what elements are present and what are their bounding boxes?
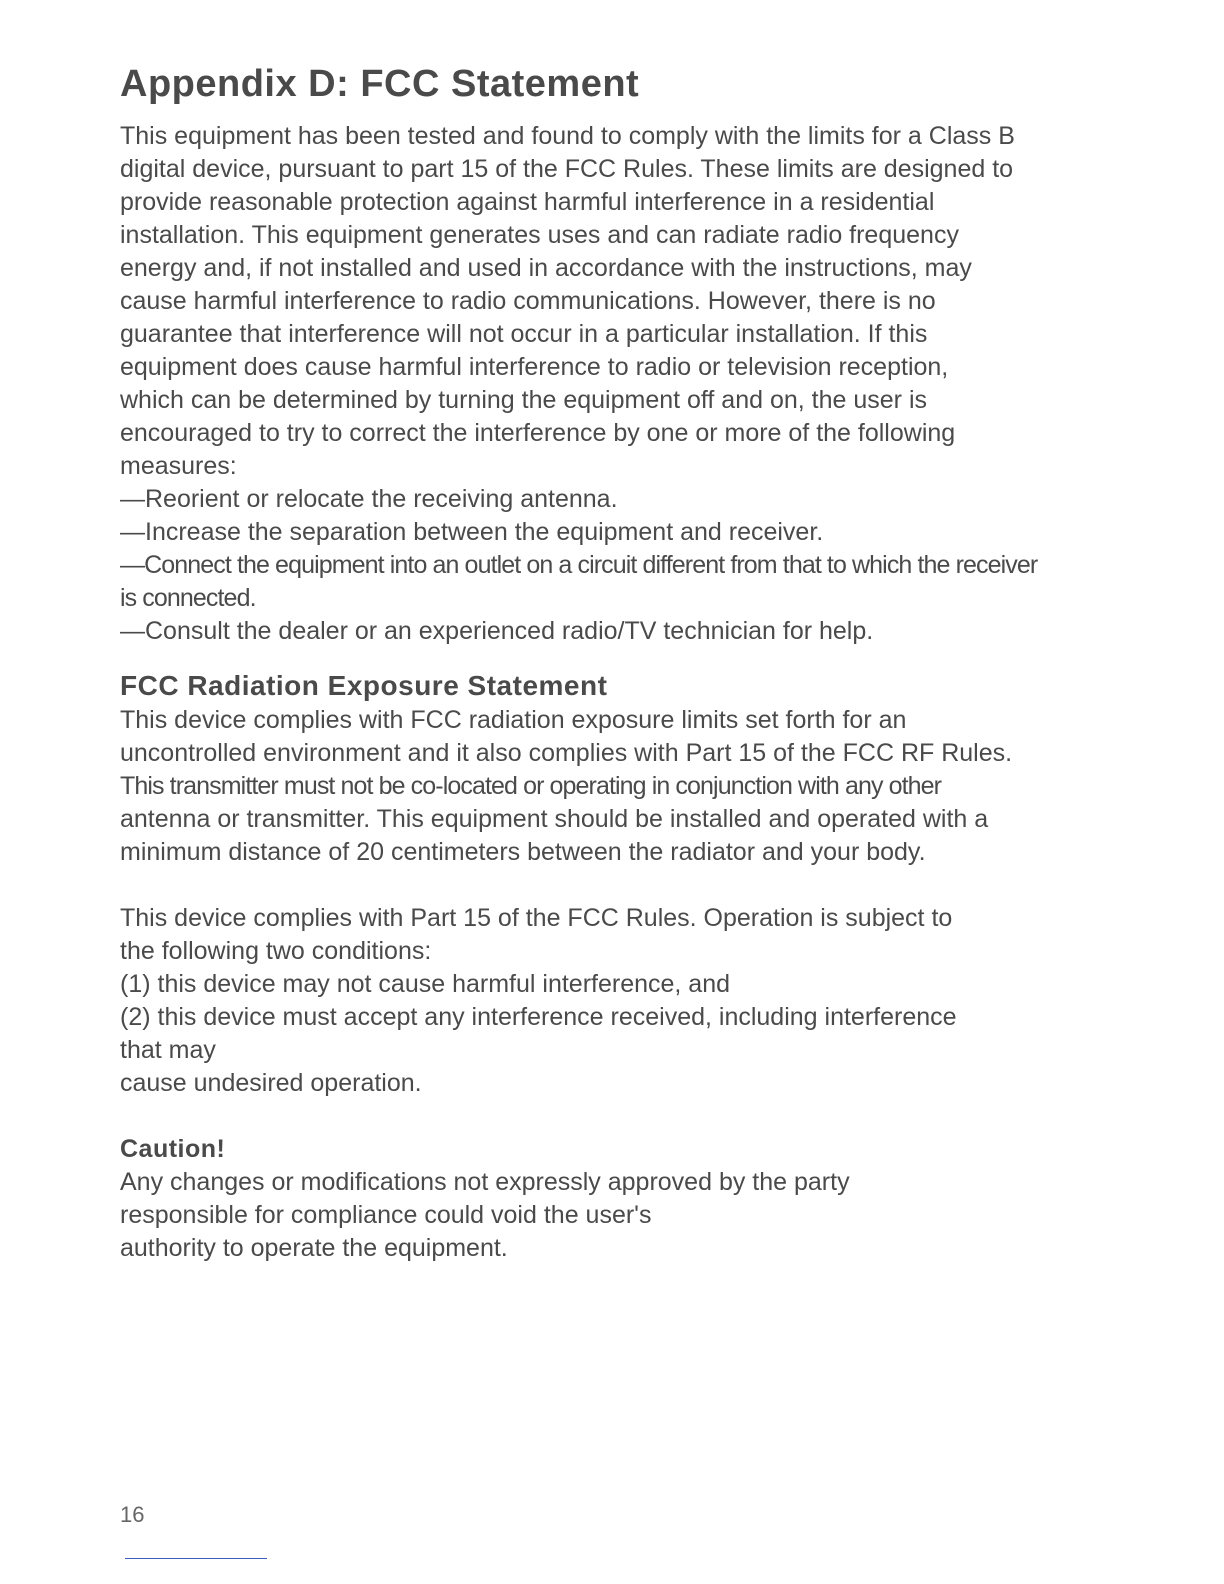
caution-heading: Caution! (120, 1135, 226, 1163)
radiation-line: antenna or transmitter. This equipment should be installed and operated with a (120, 805, 989, 833)
intro-line: digital device, pursuant to part 15 of the FCC Rules. These limits are designed to (120, 155, 1014, 183)
document-page (120, 58, 1110, 1265)
radiation-heading: FCC Radiation Exposure Statement (120, 670, 608, 701)
radiation-line: This device complies with FCC radiation exposure limits set forth for an (120, 706, 907, 734)
part15-paragraph (120, 902, 1110, 1100)
radiation-line: uncontrolled environment and it also complies with Part 15 of the FCC RF Rules. (120, 739, 1013, 767)
intro-line: cause harmful interference to radio communications. However, there is no (120, 287, 936, 315)
measures-list (120, 483, 1110, 648)
part15-line: the following two conditions: (120, 937, 432, 965)
caution-line: Any changes or modifications not expressly approved by the party (120, 1168, 850, 1196)
footer-rule (125, 1558, 267, 1559)
measure-item: is connected. (120, 584, 256, 612)
part15-line: (1) this device may not cause harmful interference, and (120, 970, 731, 998)
page-title: Appendix D: FCC Statement (120, 63, 640, 105)
intro-line: energy and, if not installed and used in accordance with the instructions, may (120, 254, 972, 282)
radiation-paragraph (120, 704, 1110, 869)
intro-line: encouraged to try to correct the interference by one or more of the following (120, 419, 956, 447)
caution-line: responsible for compliance could void the user's (120, 1201, 652, 1229)
radiation-line: This transmitter must not be co-located or operating in conjunction with any other (120, 772, 942, 800)
intro-line: This equipment has been tested and found to comply with the limits for a Class B (120, 122, 1015, 150)
measure-item: —Reorient or relocate the receiving antenna. (120, 485, 618, 513)
intro-line: which can be determined by turning the equipment off and on, the user is (120, 386, 927, 414)
intro-line: installation. This equipment generates uses and can radiate radio frequency (120, 221, 959, 249)
intro-paragraph (120, 120, 1110, 483)
intro-line: measures: (120, 452, 237, 480)
caution-paragraph (120, 1166, 1110, 1265)
part15-line: that may (120, 1036, 216, 1064)
caution-line: authority to operate the equipment. (120, 1234, 508, 1262)
intro-line: guarantee that interference will not occur in a particular installation. If this (120, 320, 928, 348)
page-number: 16 (120, 1502, 145, 1527)
intro-line: provide reasonable protection against harmful interference in a residential (120, 188, 935, 216)
part15-line: (2) this device must accept any interference received, including interference (120, 1003, 957, 1031)
measure-item: —Increase the separation between the equipment and receiver. (120, 518, 824, 546)
measure-item: —Connect the equipment into an outlet on a circuit different from that to which the receiver (120, 551, 1038, 579)
intro-line: equipment does cause harmful interference to radio or television reception, (120, 353, 949, 381)
part15-line: cause undesired operation. (120, 1069, 422, 1097)
part15-line: This device complies with Part 15 of the FCC Rules. Operation is subject to (120, 904, 953, 932)
measure-item: —Consult the dealer or an experienced radio/TV technician for help. (120, 617, 874, 645)
radiation-line: minimum distance of 20 centimeters between the radiator and your body. (120, 838, 926, 866)
